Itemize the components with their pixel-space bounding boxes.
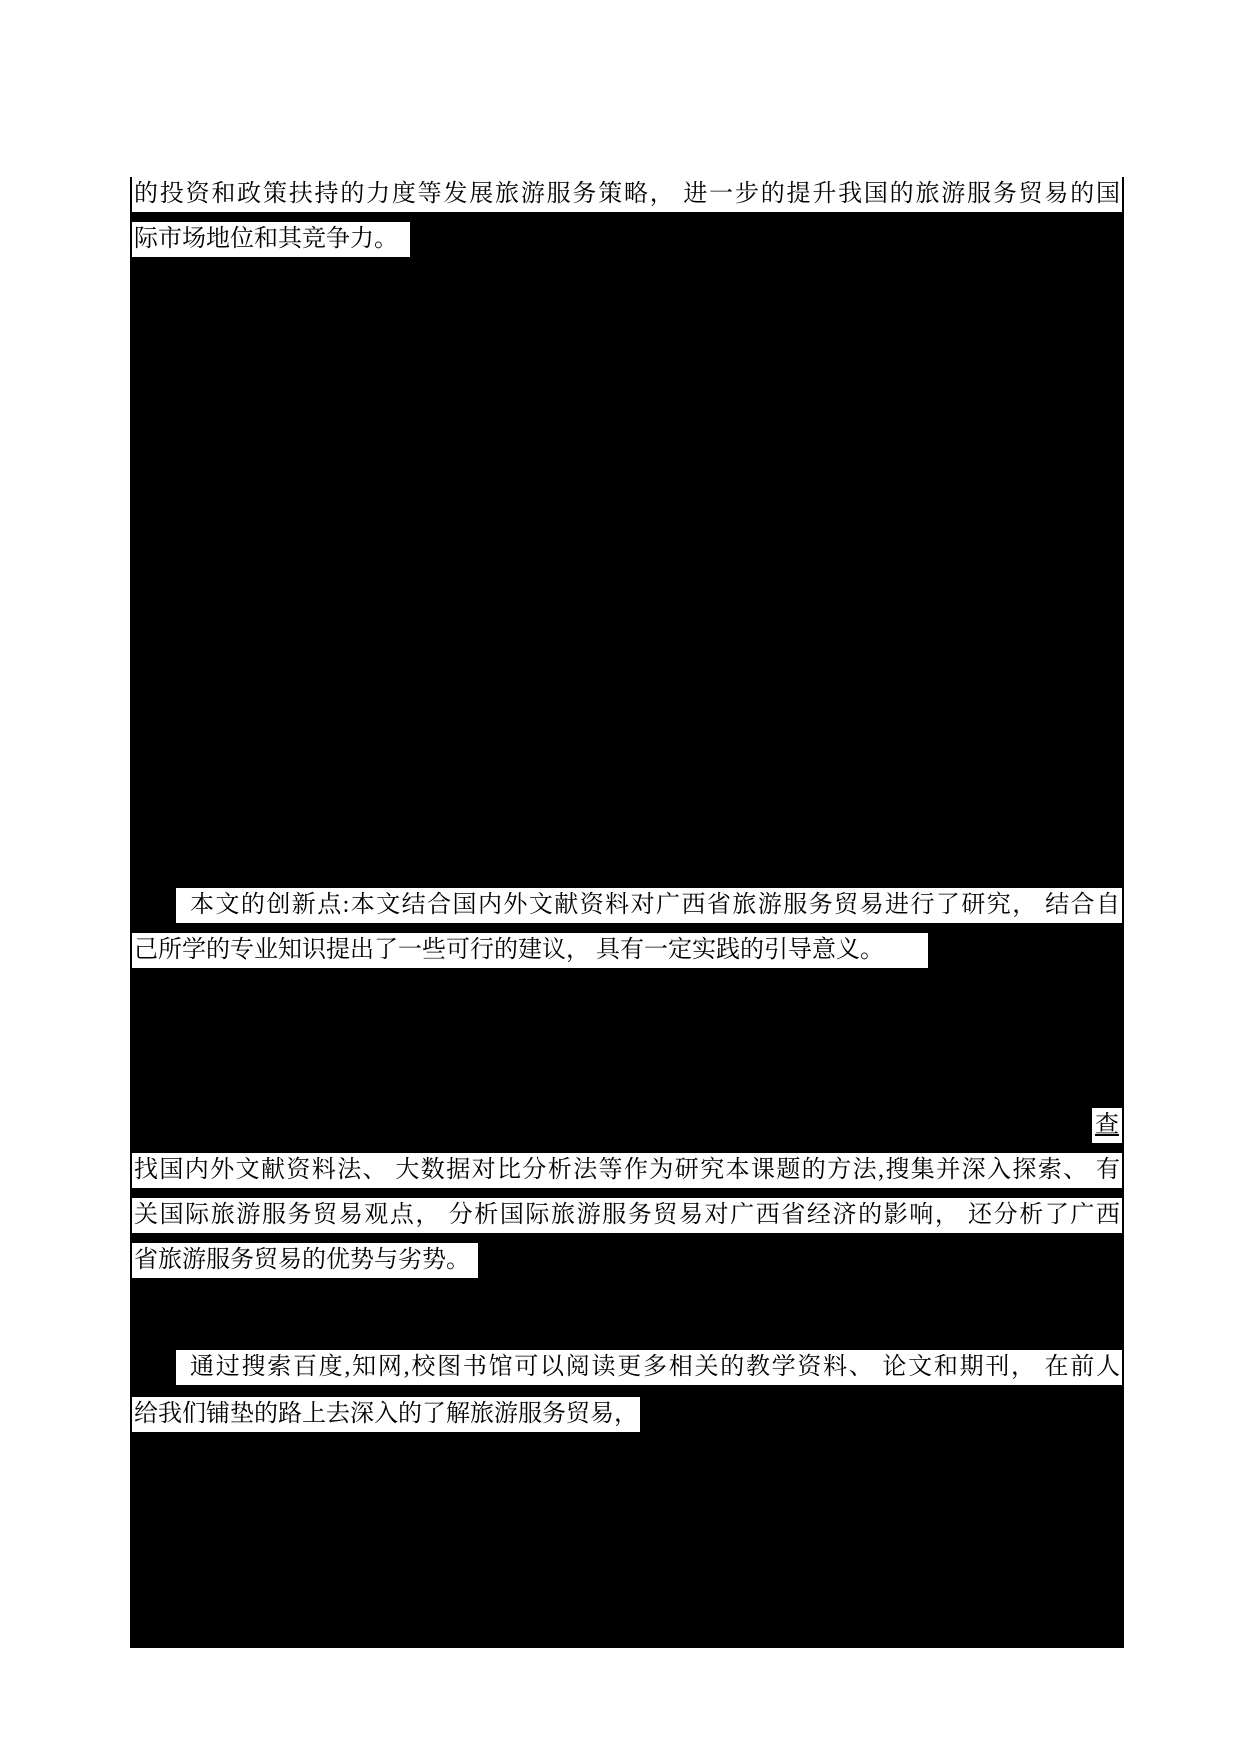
text-line-trade-viewpoints: 关国际旅游服务贸易观点， 分析国际旅游服务贸易对广西省经济的影响， 还分析了广西 [130, 1198, 1124, 1233]
text-line-predecessors-path: 给我们铺垫的路上去深入的了解旅游服务贸易， [130, 1397, 640, 1432]
text-line-professional-knowledge: 己所学的专业知识提出了一些可行的建议， 具有一定实践的引导意义。 [130, 933, 928, 968]
text-line-market-position: 际市场地位和其竞争力。 [130, 222, 410, 257]
text-line-investment-policy: 的投资和政策扶持的力度等发展旅游服务策略， 进一步的提升我国的旅游服务贸易的国 [130, 177, 1124, 212]
text-char-cha-underlined [1092, 1108, 1124, 1143]
text-line-advantages-disadvantages: 省旅游服务贸易的优势与劣势。 [130, 1243, 478, 1278]
text-line-innovation-point: 本文的创新点:本文结合国内外文献资料对广西省旅游服务贸易进行了研究， 结合自 [176, 888, 1124, 923]
text-line-research-methods: 找国内外文献资料法、 大数据对比分析法等作为研究本课题的方法,搜集并深入探索、 有 [130, 1153, 1124, 1188]
text-line-search-sources: 通过搜索百度,知网,校图书馆可以阅读更多相关的教学资料、 论文和期刊， 在前人 [176, 1350, 1124, 1385]
underlined-char: 查 [1095, 1112, 1119, 1138]
